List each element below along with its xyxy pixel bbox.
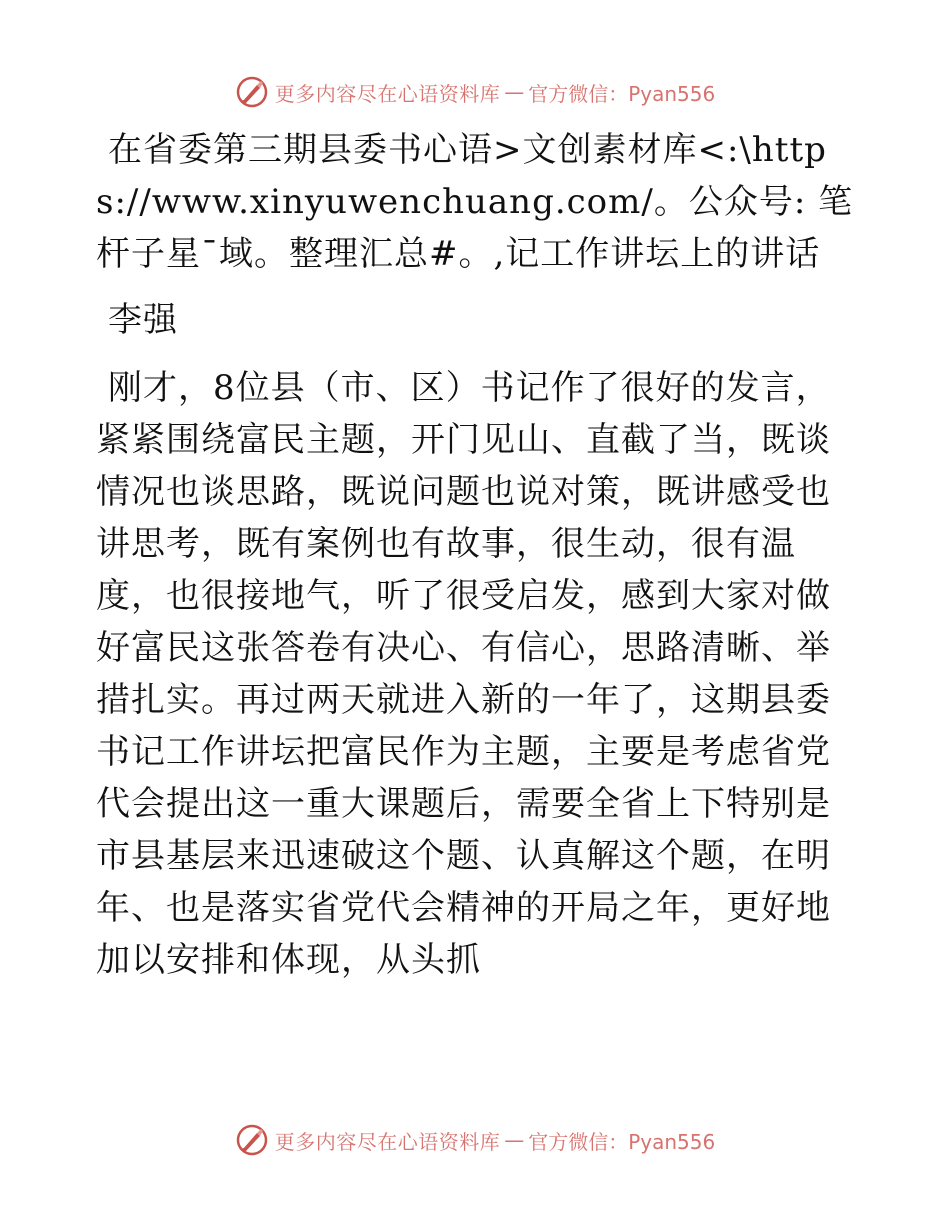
watermark-separator: — — [504, 80, 525, 104]
header-watermark — [0, 72, 950, 112]
document-paragraph-text: 刚才，8位县（市、区）书记作了很好的发言，紧紧围绕富民主题，开门见山、直截了当，既谈情况也谈思路，既说问题也说对策，既讲感受也讲思考，既有案例也有故事，很生动，很有温度，也很接地气，听了很受启发，感到大家对做好富民这张答卷有决心、有信心，思路清晰、举措扎实。再过两天就进入新的一年了，这期县委书记工作讲坛把富民作为主题，主要是考虑省党代会提出这一重大课题后，需要全省上下特别是市县基层来迅速破这个题、认真解这个题，在明年、也是落实省党代会精神的开局之年，更好地加以安排和体现，从头抓 — [96, 368, 831, 980]
document-title — [96, 124, 856, 280]
document-paragraph — [96, 362, 856, 986]
document-author — [96, 294, 856, 346]
watermark-text: 更多内容尽在心语资料库 — [274, 1129, 501, 1154]
watermark-separator: — — [504, 1128, 525, 1152]
document-author-text: 李强 — [108, 300, 178, 340]
pen-logo-icon — [235, 75, 269, 109]
watermark-text: 更多内容尽在心语资料库 — [274, 81, 501, 106]
footer-watermark — [0, 1120, 950, 1160]
document-title-text: 在省委第三期县委书心语>文创素材库<:\https://www.xinyuwenchuang.com/。公众号: 笔杆子星¯域。整理汇总#。,记工作讲坛上的讲话 — [96, 130, 854, 274]
pen-logo-icon — [235, 1123, 269, 1157]
watermark-wechat: 官方微信：Pyan556 — [528, 1129, 716, 1154]
document-body — [96, 124, 856, 998]
watermark-wechat: 官方微信：Pyan556 — [528, 81, 716, 106]
